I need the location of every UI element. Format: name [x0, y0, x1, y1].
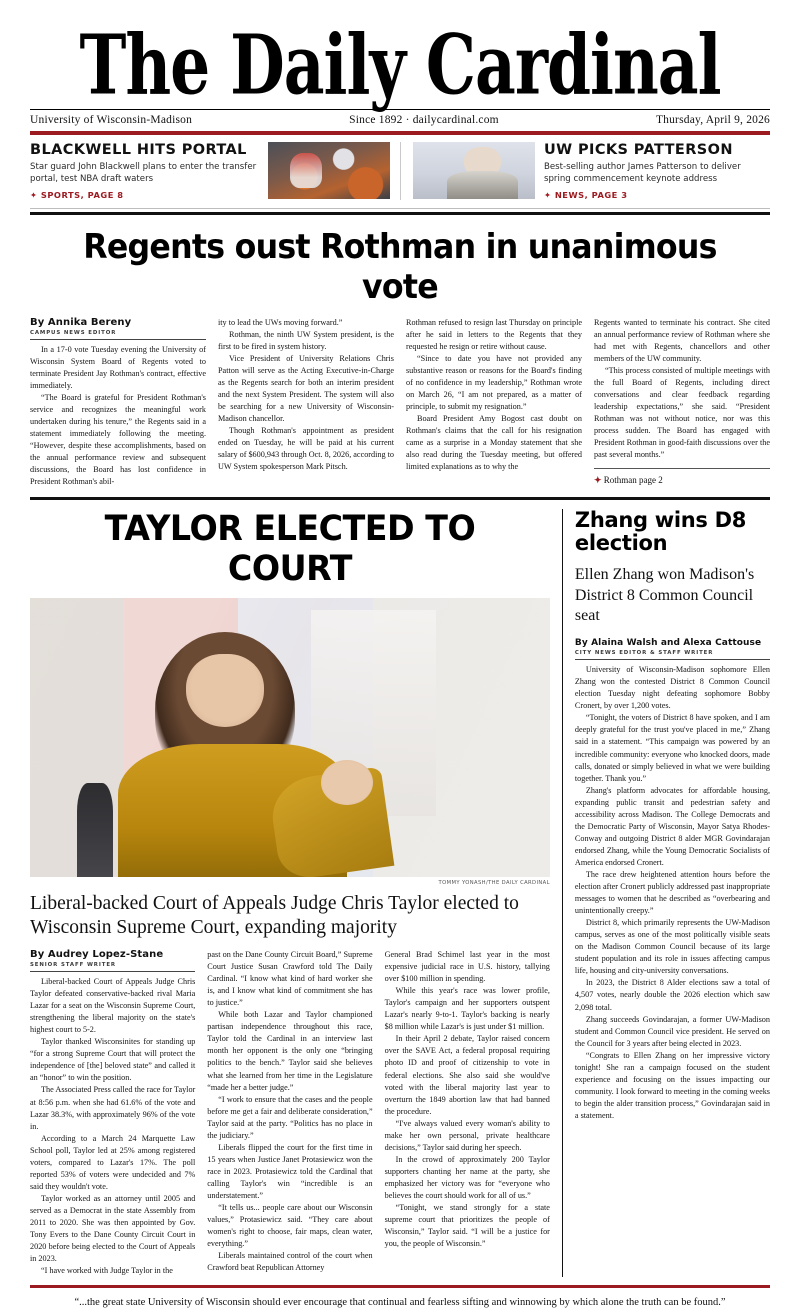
lead-column-3 — [406, 317, 582, 489]
paragraph: Liberal-backed Court of Appeals Judge Chris Taylor defeated conservative-backed rival Maria Lazar for a seat on the Wisconsin Supreme Court, strengthening the liberal majority on the state's highest court to 5-2. — [30, 977, 196, 1035]
teaser-sports-summary: Star guard John Blackwell plans to enter the transfer portal, test NBA draft waters — [30, 161, 257, 184]
masthead-date: Thursday, April 9, 2026 — [655, 113, 770, 126]
lead-story-top-rule — [30, 212, 770, 215]
lead-column-4 — [594, 317, 770, 489]
second-section — [30, 509, 770, 1277]
lead-column-2 — [218, 317, 394, 489]
paragraph: “Since to date you have not provided any substantive reason or reasons for the Board's finding of no confidence in my leadership,” Rothman wrote on March 26, “I am not prepared, as a matter of principle, to submit my resignation.” — [406, 354, 582, 412]
zhang-deck: Ellen Zhang won Madison's District 8 Common Council seat — [574, 565, 755, 625]
paragraph: The Associated Press called the race for Taylor at 8:56 p.m. when she had 61.6% of the vote and Lazar 38.3%, with approximately 96% of the vote in. — [30, 1085, 196, 1131]
footer-quote: “...the great state University of Wisconsin should ever encourage that continual and fearless sifting and winnowing by which alone the truth can be found.” — [74, 1297, 726, 1308]
lead-story — [30, 227, 770, 489]
teaser-news-link[interactable]: ✦ NEWS, PAGE 3 — [544, 189, 628, 200]
teaser-sports-link[interactable]: ✦ SPORTS, PAGE 8 — [30, 189, 124, 200]
paragraph: “I've always valued every woman's ability to make her own personal, private healthcare decisions,” Taylor said during her speech. — [384, 1118, 550, 1152]
paragraph: “It tells us... people care about our Wisconsin values,” Protasiewicz said. “They care about women's right to choose, fair maps, clean water, everything.” — [207, 1203, 373, 1249]
taylor-column-3 — [385, 949, 550, 1277]
lead-headline[interactable]: Regents oust Rothman in unanimous vote — [83, 226, 717, 307]
taylor-col2-text — [207, 949, 372, 1274]
photo-subject-hand — [321, 760, 373, 805]
teaser-news-kicker: UW PICKS PATTERSON — [544, 141, 733, 158]
paragraph: District 8, which primarily represents the UW-Madison campus, serves as one of the most politically visible seats on the Madison Common Council because of its large student population and its role in issues affecting campus life, housing and city-university conversations. — [574, 918, 770, 976]
lead-col1-text — [30, 344, 206, 489]
paragraph: past on the Dane County Circuit Board,” Supreme Court Justice Susan Crawford told The Daily Cardinal. “I know what kind of hard worker she is, and I know what kind of commitment she has to justice.” — [207, 950, 373, 1008]
lead-col4-text — [594, 317, 770, 462]
taylor-col1-text — [30, 976, 195, 1277]
paragraph: “Tonight, the voters of District 8 have spoken, and I am deeply grateful for the trust you've placed in me,” Zhang said in a statement. “This campaign was powered by an incredible community: everyone who knocked doors, made calls, donated or simply believed in what we were building together. Thank you.” — [574, 713, 770, 783]
paragraph: Board President Amy Bogost cast doubt on Rothman's claims that the call for his resignation came as a surprise in a Monday statement that she also read during the Tuesday meeting, but offered limited explanations as to why the — [406, 414, 582, 472]
lead-col2-text — [218, 317, 394, 474]
teaser-news-text — [544, 142, 770, 200]
lead-column-1 — [30, 317, 206, 489]
lead-col3-text — [406, 317, 582, 474]
paragraph: “The Board is grateful for President Rothman's service and recognizes the meaningful work undertaken during his tenure,” the Regents said in a statement immediately following the meeting. “However, despite these accomplishments, based on the annual performance review and subsequent discussions, the Board has lost confidence in President Rothman's abil- — [30, 393, 206, 487]
teaser-news[interactable] — [400, 142, 770, 200]
lead-columns — [30, 317, 770, 489]
paragraph: In the crowd of approximately 200 Taylor supporters chanting her name at the party, she emphasized her victory was for “everyone who believes the court should work for all of us.” — [384, 1154, 550, 1200]
teaser-bottom-rule — [30, 208, 770, 209]
taylor-columns — [30, 949, 550, 1277]
paragraph: In 2023, the District 8 Alder elections saw a total of 4,507 votes, nearly double the 2026 election which saw 2,098 total. — [574, 978, 770, 1012]
paragraph: Vice President of University Relations Chris Patton will serve as the Acting Executive-in-Charge as the Regents search for both an interim president and the next System President. The system will also be searching for a new University of Wisconsin-Madison chancellor. — [218, 354, 394, 424]
paragraph: In their April 2 debate, Taylor raised concern over the SAVE Act, a federal proposal requiring photo ID and proof of citizenship to vote in federal elections. She also said she would've voted with the liberal majority last year to overturn the 1849 abortion law that had banned the procedure. — [384, 1034, 550, 1116]
paragraph: While both Lazar and Taylor championed partisan independence throughout this race, Taylor told the Cardinal in an interview last month her opponent is the only one “bringing politics to the bench.” Taylor said she believes what she learned from her time in the Legislature “made her a better judge.” — [207, 1010, 373, 1092]
taylor-deck: Liberal-backed Court of Appeals Judge Chris Taylor elected to Wisconsin Supreme Court, expanding majority — [30, 893, 519, 939]
taylor-story — [30, 509, 562, 1277]
teaser-sports[interactable] — [30, 142, 400, 200]
paragraph: General Brad Schimel last year in the most expensive judicial race in U.S. history, tallying over $100 million in spending. — [384, 950, 550, 984]
taylor-headline[interactable]: TAYLOR ELECTED TO COURT — [104, 509, 476, 590]
taylor-col3-text — [385, 949, 550, 1250]
zhang-headline[interactable]: Zhang wins D8 election — [574, 508, 747, 556]
paragraph: Rothman, the ninth UW System president, is the first to be fired in system history. — [218, 329, 394, 351]
paragraph: Liberals flipped the court for the first time in 15 years when Justice Janet Protasiewicz won the race in 2023. Protasiewicz told the Cardinal that calling Taylor's win “incredible is an understatement.” — [207, 1142, 373, 1200]
paragraph: University of Wisconsin-Madison sophomore Ellen Zhang won the contested District 8 Common Council election Tuesday night defeating sophomore Bobby Cronert, by over 1,200 votes. — [574, 665, 770, 711]
zhang-story — [562, 509, 770, 1277]
zhang-byline-title: CITY NEWS EDITOR & STAFF WRITER — [575, 650, 770, 660]
zhang-byline: By Alaina Walsh and Alexa Cattouse — [574, 638, 762, 649]
paragraph: Though Rothman's appointment as president ended on Tuesday, he will be paid at his current salary of $600,943 through Oct. 8, 2026, according to UW System spokesperson Mark Pitsch. — [218, 426, 394, 472]
teaser-sports-kicker: BLACKWELL HITS PORTAL — [30, 141, 247, 158]
masthead-since: Since 1892 · dailycardinal.com — [349, 113, 499, 126]
teaser-sports-text — [30, 142, 259, 200]
mid-section-rule — [30, 497, 770, 500]
james-patterson-photo — [413, 142, 535, 199]
taylor-column-1 — [30, 949, 195, 1277]
paragraph: The race drew heightened attention hours before the election after Cronert publicly addressed past inappropriate messages to women that he described as “overbearing and unintentionally creepy.” — [574, 870, 770, 916]
masthead-university: University of Wisconsin-Madison — [30, 113, 193, 126]
teaser-bar — [30, 135, 770, 208]
paragraph: Taylor thanked Wisconsinites for standing up “for a strong Supreme Court that will protect the independence of [the] beloved state” and called it an “honor” to win the position. — [30, 1037, 196, 1083]
paragraph: According to a March 24 Marquette Law School poll, Taylor led at 25% among registered voters, compared to Lazar's 17%. The poll reported 53% of voters were undecided and 7% said they wouldn't vote. — [30, 1133, 196, 1191]
paragraph: In a 17-0 vote Tuesday evening the University of Wisconsin System Board of Regents voted to terminate President Jay Rothman's contract, effective immediately. — [30, 344, 206, 391]
paragraph: Taylor worked as an attorney until 2005 and served as a Democrat in the state Assembly from 2011 to 2020. She was then appointed by Gov. Tony Evers to the Dane County Circuit Court in 2020 before being elected to the Court of Appeals in 2023. — [30, 1193, 196, 1264]
basketball-game-photo — [268, 142, 390, 199]
taylor-column-2 — [207, 949, 372, 1277]
masthead-title: The Daily Cardinal — [79, 15, 721, 114]
paragraph: “Congrats to Ellen Zhang on her impressive victory tonight! She ran a campaign focused on the student experience and focusing on the issues impacting our community. I look forward to meeting in the coming weeks to begin the alder transition process,” Govindarajan said in a statement. — [574, 1050, 770, 1120]
paragraph: “I work to ensure that the cases and the people before me get a fair and deliberate consideration,” Taylor said at the party. “Politics has no place in the judiciary.” — [207, 1094, 373, 1140]
jump-arrow-icon: ✦ — [594, 475, 602, 486]
masthead — [30, 0, 770, 135]
teaser-news-summary: Best-selling author James Patterson to deliver spring commencement keynote address — [544, 161, 741, 184]
chris-taylor-speaking-photo — [30, 598, 550, 877]
paragraph: While this year's race was lower profile, Taylor's campaign and her supporters outspent Lazar's nearly 9-to-1. Taylor's backing is nearly $8 million while Lazar's is just under $1 million. — [384, 986, 550, 1032]
zhang-text — [575, 664, 770, 1122]
paragraph: Liberals maintained control of the court when Crawford beat Republican Attorney — [207, 1251, 373, 1273]
lead-byline: By Annika Bereny — [30, 316, 132, 328]
lead-byline-title: CAMPUS NEWS EDITOR — [30, 330, 206, 340]
paragraph: ity to lead the UWs moving forward.” — [218, 317, 343, 327]
paragraph: Zhang's platform advocates for affordable housing, expanding public transit and pedestrian safety and accessibility across Madison. The College Democrats and the Democratic Party of Wisconsin, Mayor Satya Rhodes-Conway and outgoing District 8 alder MGR Govindarajan endorsed Zhang, while the Young Democratic Socialists of America endorsed Cronert. — [574, 785, 770, 867]
paragraph: “This process consisted of multiple meetings with the full Board of Regents, including direct conversations and clear feedback regarding leadership expectations,” she said. “President Rothman was not without notice, nor was this process sudden. The Board has engaged with President Rothman in good-faith discussions over the past several months.” — [594, 366, 770, 460]
paragraph: Zhang succeeds Govindarajan, a former UW-Madison student and Common Council vice president. He served on the Council for 3 years after being elected in 2023. — [574, 1014, 770, 1048]
photo-subject-face — [186, 654, 264, 727]
taylor-byline-title: SENIOR STAFF WRITER — [30, 962, 195, 972]
photo-microphone — [77, 783, 113, 878]
paragraph: “Tonight, we stand strongly for a state supreme court that prioritizes the people of Wisconsin,” Taylor said. “I will be a justice for you, the people of Wisconsin.” — [384, 1203, 550, 1249]
taylor-byline: By Audrey Lopez-Stane — [30, 949, 164, 961]
lead-jump-text: Rothman page 2 — [603, 475, 663, 486]
lead-jump-line[interactable] — [594, 468, 770, 486]
paragraph: Regents wanted to terminate his contract. She cited an annual performance review of Rothman where she had met with Regents, chancellors and other members of the UW community. — [594, 317, 770, 364]
paragraph: “I have worked with Judge Taylor in the — [41, 1266, 173, 1276]
taylor-photo-credit: TOMMY YONASH/THE DAILY CARDINAL — [438, 880, 550, 887]
paragraph: Rothman refused to resign last Thursday on principle after he said in letters to the Regents that they requested he resign or retire without cause. — [406, 317, 582, 351]
